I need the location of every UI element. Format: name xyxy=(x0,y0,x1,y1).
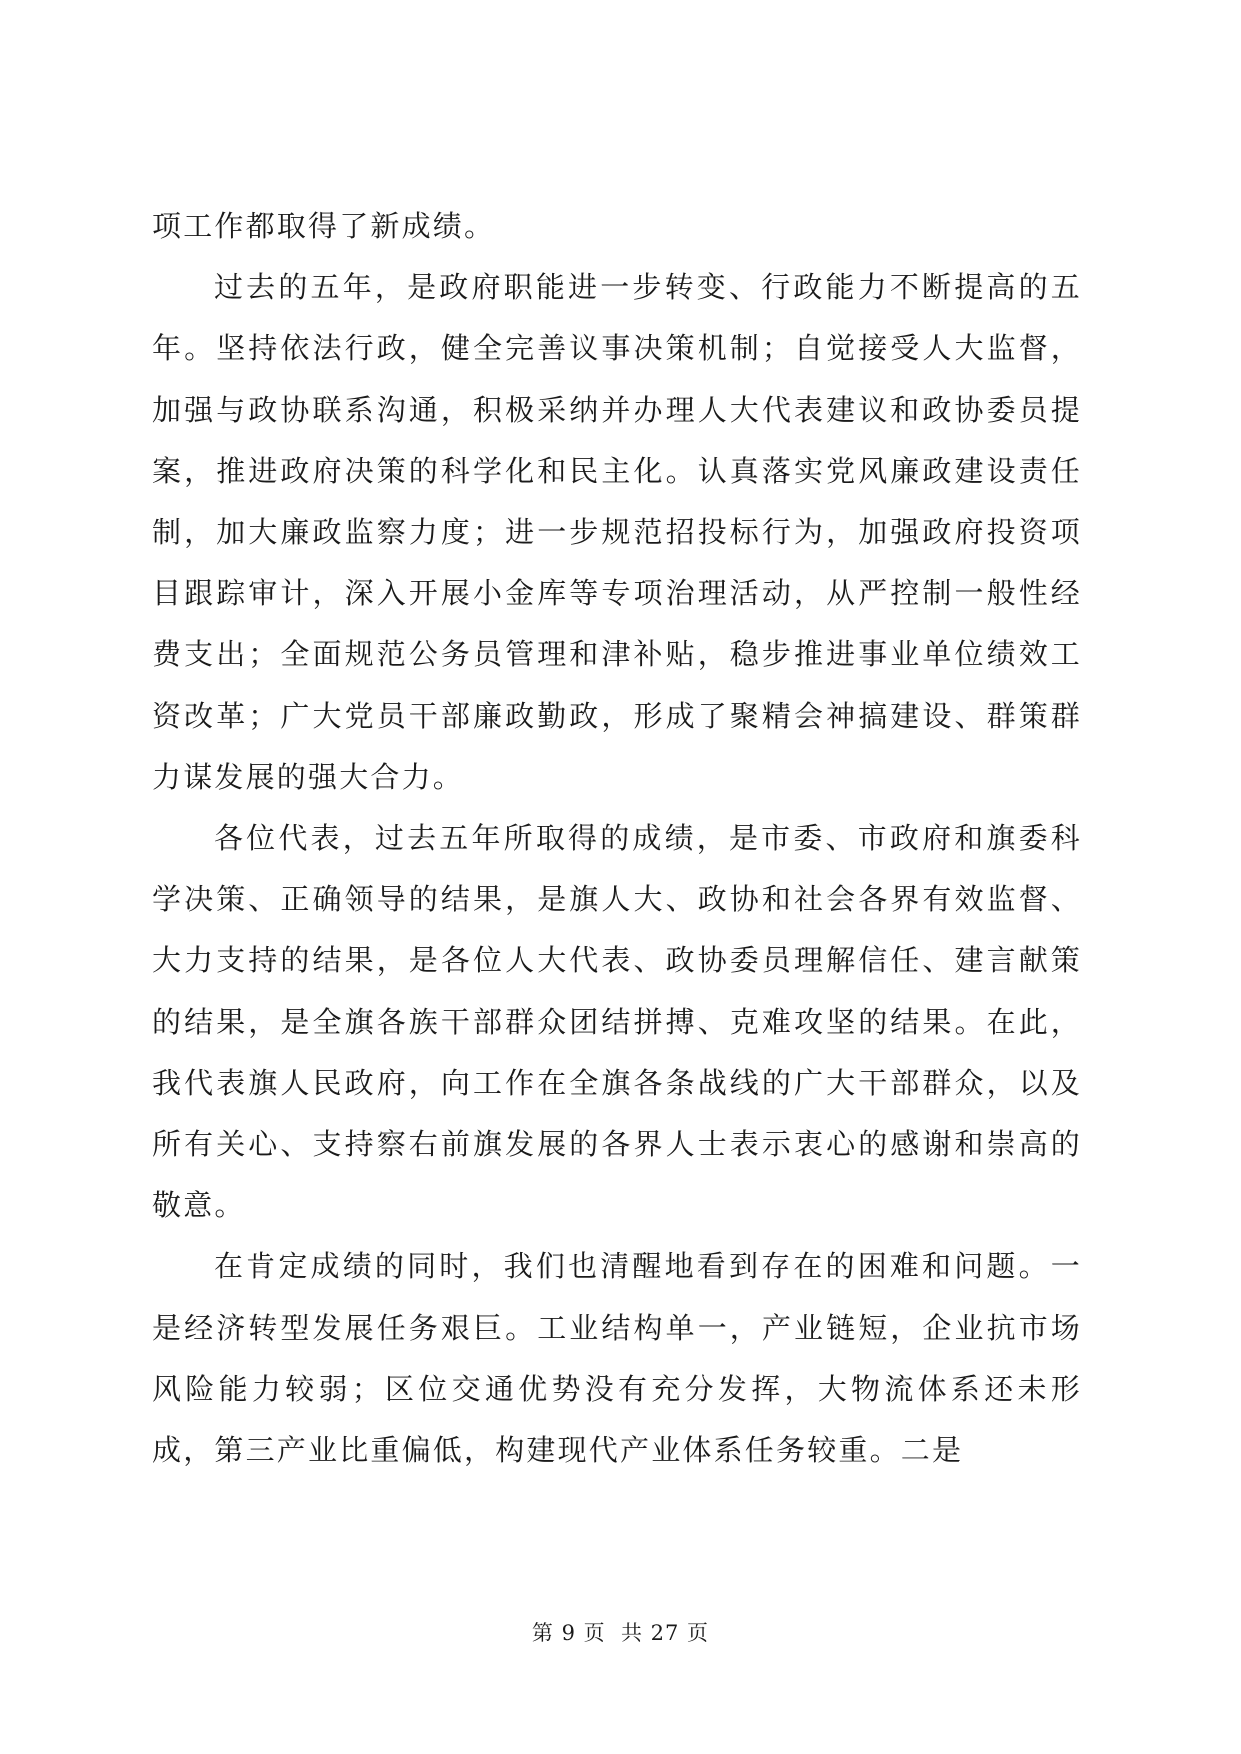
paragraph-achievements-thanks: 各位代表，过去五年所取得的成绩，是市委、市政府和旗委科学决策、正确领导的结果，是旗人大、政协和社会各界有效监督、大力支持的结果，是各位人大代表、政协委员理解信任、建言献策的结果，是全旗各族干部群众团结拼搏、克难攻坚的结果。在此，我代表旗人民政府，向工作在全旗各条战线的广大干部群众，以及所有关心、支持察右前旗发展的各界人士表示衷心的感谢和崇高的敬意。 xyxy=(152,821,1082,1223)
paragraph-continuation: 项工作都取得了新成绩。 xyxy=(152,209,496,243)
document-body xyxy=(152,196,1082,1481)
page-footer xyxy=(0,1617,1241,1647)
page-number-label: 第 9 页 共 27 页 xyxy=(531,1621,710,1645)
paragraph-difficulties: 在肯定成绩的同时，我们也清醒地看到存在的困难和问题。一是经济转型发展任务艰巨。工业结构单一，产业链短，企业抗市场风险能力较弱；区位交通优势没有充分发挥，大物流体系还未形成，第三产业比重偏低，构建现代产业体系任务较重。二是 xyxy=(152,1249,1082,1468)
paragraph-government-functions: 过去的五年，是政府职能进一步转变、行政能力不断提高的五年。坚持依法行政，健全完善议事决策机制；自觉接受人大监督，加强与政协联系沟通，积极采纳并办理人大代表建议和政协委员提案，推进政府决策的科学化和民主化。认真落实党风廉政建设责任制，加大廉政监察力度；进一步规范招投标行为，加强政府投资项目跟踪审计，深入开展小金库等专项治理活动，从严控制一般性经费支出；全面规范公务员管理和津补贴，稳步推进事业单位绩效工资改革；广大党员干部廉政勤政，形成了聚精会神搞建设、群策群力谋发展的强大合力。 xyxy=(152,270,1082,794)
